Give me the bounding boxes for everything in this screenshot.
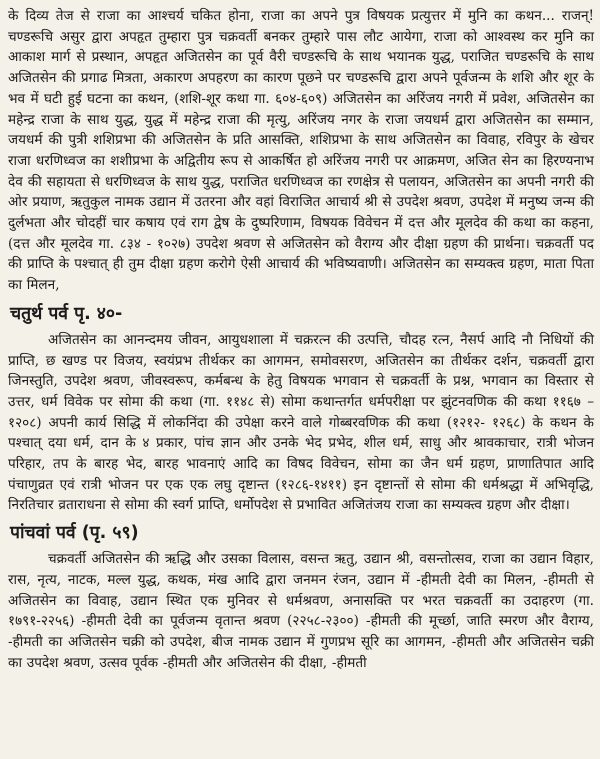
summary-paragraph-3: चक्रवर्ती अजितसेन की ऋद्धि और उसका विलास, वसन्त ऋतु, उद्यान श्री, वसन्तोत्सव, राजा का उद्यान विहार, रास, नृत्य, नाटक, मल्ल युद्ध, कथक, मंख आदि द्वारा जनमन रंजन, उद्यान में -हीमती देवी का मिलन, -हीमती से अजितसेन का विवाह, उद्यान स्थित एक मुनिवर से धर्मश्रवण, अनासक्ति पर भरत चक्रवर्ती का उदाहरण (गा. १७९१-२२५६) -हीमती देवी का पूर्वजन्म वृतान्त श्रवण (२२५८-२३००) -हीमती की मूर्च्छा, जाति स्मरण और वैराग्य, -हीमती का अजितसेन चक्री को उपदेश, बीज नामक उद्यान में गुणप्रभ सूरि का आगमन, -हीमती और अजितसेन चक्री का उपदेश श्रवण, उत्सव पूर्वक -हीमती और अजितसेन की दीक्षा, -हीमती xyxy=(8,551,594,671)
section-heading-chapter-5: पांचवां पर्व (पृ. ५९) xyxy=(10,523,139,544)
document-page xyxy=(8,6,594,673)
summary-paragraph-2: अजितसेन का आनन्दमय जीवन, आयुधशाला में चक्ररत्न की उत्पत्ति, चौदह रत्न, नैसर्प आदि नौ निधियों की प्राप्ति, छ खण्ड पर विजय, स्वयंप्रभ तीर्थकर का आगमन, समोवसरण, अजितसेन का तीर्थकर दर्शन, चक्रवर्ती द्वारा जिनस्तुति, उपदेश श्रवण, जीवस्वरूप, कर्मबन्ध के हेतु विषयक भगवान से चक्रवर्ती के प्रश्न, भगवान का विस्तार से उत्तर, धर्म विवेक पर सोमा की कथा (गा. ११४८ से) सोमा कथान्तर्गत धर्मपरीक्षा पर झुंटनवणिक की कथा ११६७ – १२०८) अपनी कार्य सिद्धि में लोकनिंदा की उपेक्षा करने वाले गोब्बरवणिक की कथा (१२१२- १२६८) के कथन के पश्चात् दया धर्म, दान के ४ प्रकार, पांच ज्ञान और उनके भेद प्रभेद, शील धर्म, साधु और श्रावकाचार, रात्री भोजन परिहार, तप के बारह भेद, बारह भावनाएं आदि का विषद विवेचन, सोमा का जैन धर्म ग्रहण, प्राणातिपात आदि पंचाणुव्रत एवं रात्री भोजन पर एक एक लघु दृष्टान्त (१२८६-१४११) इन दृष्टान्तों से सोमा की धर्मश्रद्धा में अभिवृद्धि, निरतिचार व्रताराधना से सोमा की स्वर्ग प्राप्ति, धर्मोपदेश से प्रभावित अजितंजय राजा का सम्यक्त्व ग्रहण और दीक्षा। xyxy=(8,331,594,514)
summary-paragraph-1: के दिव्य तेज से राजा का आश्चर्य चकित होना, राजा का अपने पुत्र विषयक प्रत्युत्तर में मुनि का कथन... राजन्! चण्डरूचि असुर द्वारा अपहृत तुम्हारा पुत्र चक्रवर्ती बनकर तुम्हारे पास लौट आयेगा, राजा को आश्वस्थ कर मुनि का आकाश मार्ग से प्रस्थान, अपहृत अजितसेन का पूर्व वैरी चण्डरूचि के साथ भयानक युद्ध, पराजित चण्डरूचि के साथ अजितसेन की प्रगाढ मित्रता, अकारण अपहरण का कारण पूछने पर चण्डरूचि द्वारा अपने पूर्वजन्म के शशि और शूर के भव में घटी हुई घटना का कथन, (शशि-शूर कथा गा. ६०४-६०९) अजितसेन का अरिंजय नगरी में प्रवेश, अजितसेन का महेन्द्र राजा के साथ युद्ध, युद्ध में महेन्द्र राजा की मृत्यु, अरिंजय नगर के राजा जयधर्म द्वारा अजितसेन का सम्मान, जयधर्म की पुत्री शशिप्रभा की अजितसेन के प्रति आसक्ति, शशिप्रभा के साथ अजितसेन का विवाह, रविपुर के खेचर राजा धरणिध्वज का शशीप्रभा के अद्वितीय रूप से आकर्षित हो अरिंजय नगरी पर आक्रमण, अजित सेन का हिरण्यनाभ देव की सहायता से धरणिध्वज के साथ युद्ध, पराजित धरणिध्वज का रणक्षेत्र से पलायन, अजितसेन का अपनी नगरी की ओर प्रयाण, ऋतुकुल नामक उद्यान में उतरना और वहां विराजित आचार्य श्री से उपदेश श्रवण, उपदेश में मनुष्य जन्म की दुर्लभता और चोदहीं चार कषाय एवं राग द्वेष के दुष्परिणाम, विषयक विवेचन में दत्त और मूलदेव की कथा का कहना, (दत्त और मूलदेव गा. ८३४ - १०२७) उपदेश श्रवण से अजितसेन को वैराग्य और दीक्षा ग्रहण की प्रार्थना। चक्रवर्ती पद की प्राप्ति के पश्चात् ही तुम दीक्षा ग्रहण करोगे ऐसी आचार्य की भविष्यवाणी। अजितसेन का सम्यक्त्व ग्रहण, माता पिता का मिलन, xyxy=(8,8,594,294)
section-heading-chapter-4: चतुर्थ पर्व पृ. ४०- xyxy=(10,303,123,324)
